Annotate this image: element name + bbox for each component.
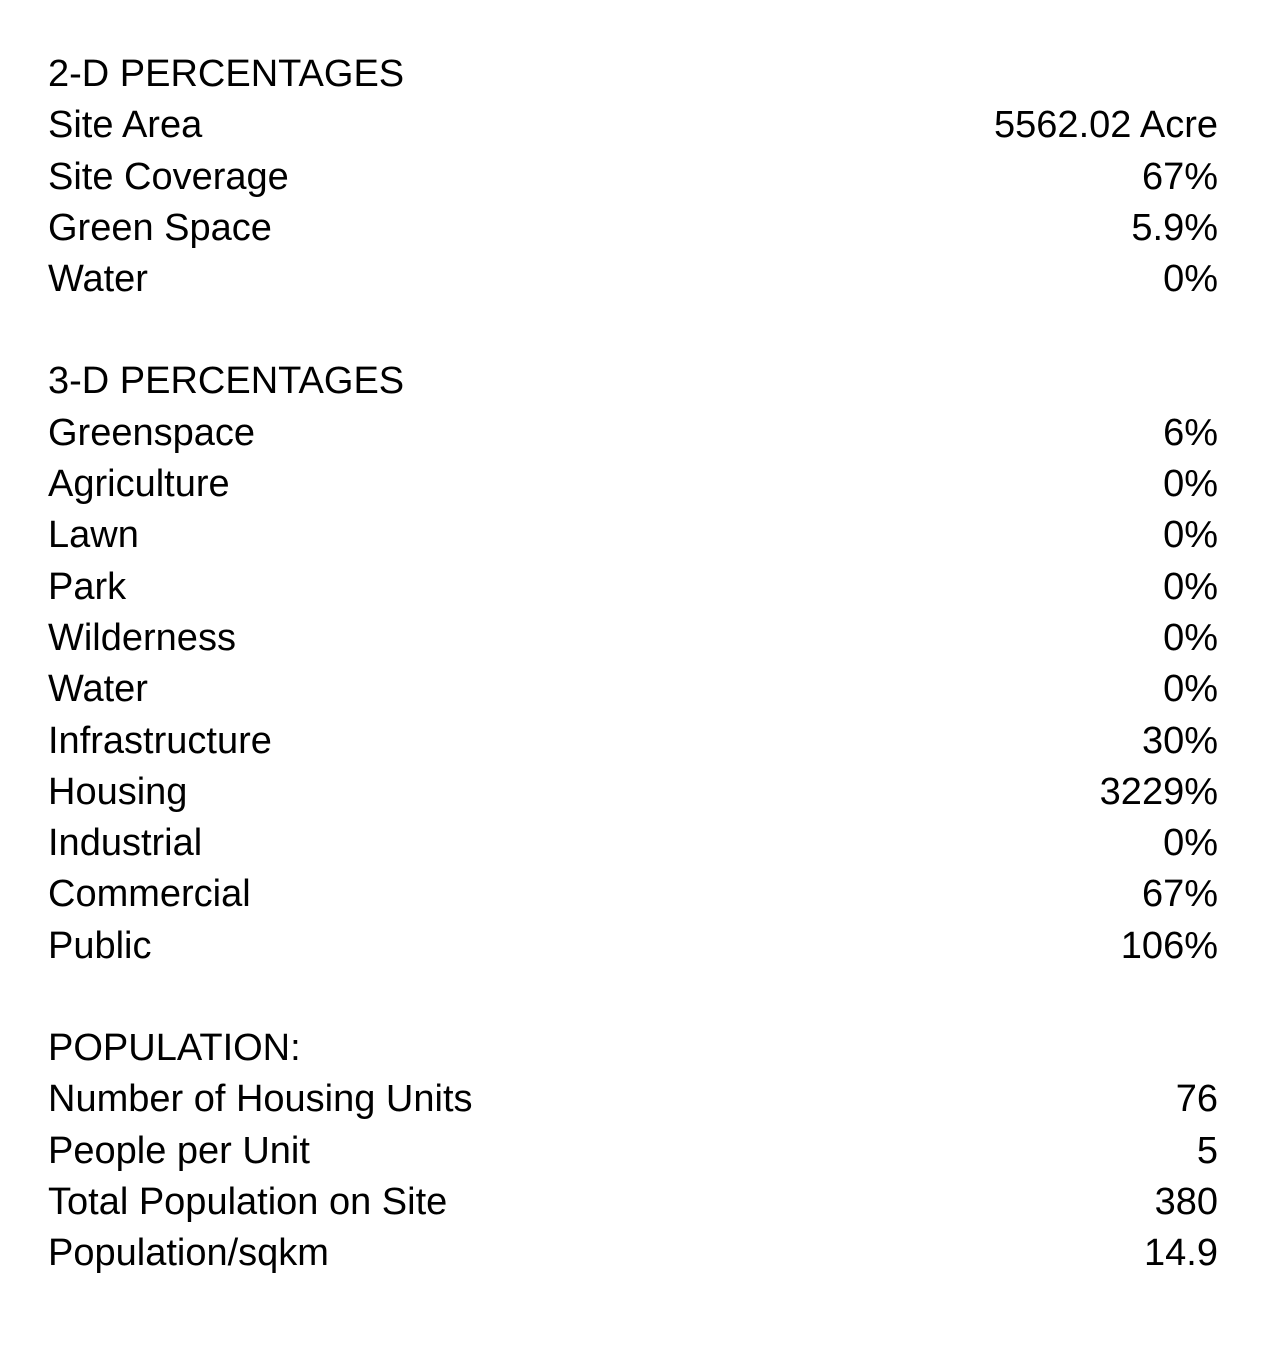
stat-value: 0% xyxy=(1163,616,1218,659)
section-2d-percentages xyxy=(48,49,1218,305)
stat-value: 0% xyxy=(1163,668,1218,711)
stat-label: Total Population on Site xyxy=(48,1180,448,1223)
stat-label: Wilderness xyxy=(48,616,236,659)
stat-label: Public xyxy=(48,924,152,967)
stat-value: 380 xyxy=(1154,1180,1218,1223)
stat-value: 0% xyxy=(1163,463,1218,506)
stat-label: Site Coverage xyxy=(48,155,289,198)
stat-value: 76 xyxy=(1175,1078,1218,1121)
stat-label: Site Area xyxy=(48,104,203,147)
section-3d-percentages xyxy=(48,356,1218,972)
stat-row-water xyxy=(48,254,1218,305)
stat-row-housing-units xyxy=(48,1074,1218,1125)
stat-label: Greenspace xyxy=(48,411,256,454)
stat-label: Water xyxy=(48,258,148,301)
stat-row-agriculture xyxy=(48,459,1218,510)
stat-value: 0% xyxy=(1163,822,1218,865)
stat-label: Housing xyxy=(48,770,188,813)
stat-value: 6% xyxy=(1163,411,1218,454)
stat-row-site-area xyxy=(48,100,1218,151)
stat-label: Agriculture xyxy=(48,463,230,506)
stat-label: Commercial xyxy=(48,873,251,916)
stat-value: 0% xyxy=(1163,565,1218,608)
stat-row-wilderness xyxy=(48,613,1218,664)
stat-value: 14.9 xyxy=(1144,1232,1218,1275)
stat-value: 30% xyxy=(1141,719,1218,762)
stat-row-housing xyxy=(48,767,1218,818)
section-population xyxy=(48,1023,1218,1279)
stat-row-population-density xyxy=(48,1228,1218,1279)
stat-label: Number of Housing Units xyxy=(48,1078,473,1121)
stat-row-green-space xyxy=(48,203,1218,254)
stat-row-water xyxy=(48,664,1218,715)
stat-row-infrastructure xyxy=(48,716,1218,767)
section-heading: 3-D PERCENTAGES xyxy=(48,360,405,403)
stat-value: 67% xyxy=(1141,155,1218,198)
stat-row-people-per-unit xyxy=(48,1126,1218,1177)
section-heading: 2-D PERCENTAGES xyxy=(48,53,405,95)
stat-value: 0% xyxy=(1163,258,1218,301)
stat-row-greenspace xyxy=(48,408,1218,459)
stat-row-public xyxy=(48,921,1218,972)
stat-label: Lawn xyxy=(48,514,139,557)
stat-value: 3229% xyxy=(1099,770,1218,813)
stat-row-total-population xyxy=(48,1177,1218,1228)
stat-row-lawn xyxy=(48,510,1218,561)
section-heading: POPULATION: xyxy=(48,1027,301,1070)
stat-label: Population/sqkm xyxy=(48,1232,329,1275)
stat-label: Park xyxy=(48,565,127,608)
stat-label: Green Space xyxy=(48,206,272,249)
stat-label: People per Unit xyxy=(48,1129,310,1172)
stat-value: 106% xyxy=(1120,924,1218,967)
stat-row-site-coverage xyxy=(48,152,1218,203)
stat-row-commercial xyxy=(48,869,1218,920)
stat-value: 0% xyxy=(1163,514,1218,557)
stat-label: Infrastructure xyxy=(48,719,272,762)
stat-value: 5.9% xyxy=(1131,206,1218,249)
stat-label: Industrial xyxy=(48,822,203,865)
stat-row-industrial xyxy=(48,818,1218,869)
stat-value: 5562.02 Acre xyxy=(994,104,1218,147)
stat-value: 5 xyxy=(1196,1129,1218,1172)
stat-label: Water xyxy=(48,668,148,711)
stat-value: 67% xyxy=(1141,873,1218,916)
stat-row-park xyxy=(48,562,1218,613)
